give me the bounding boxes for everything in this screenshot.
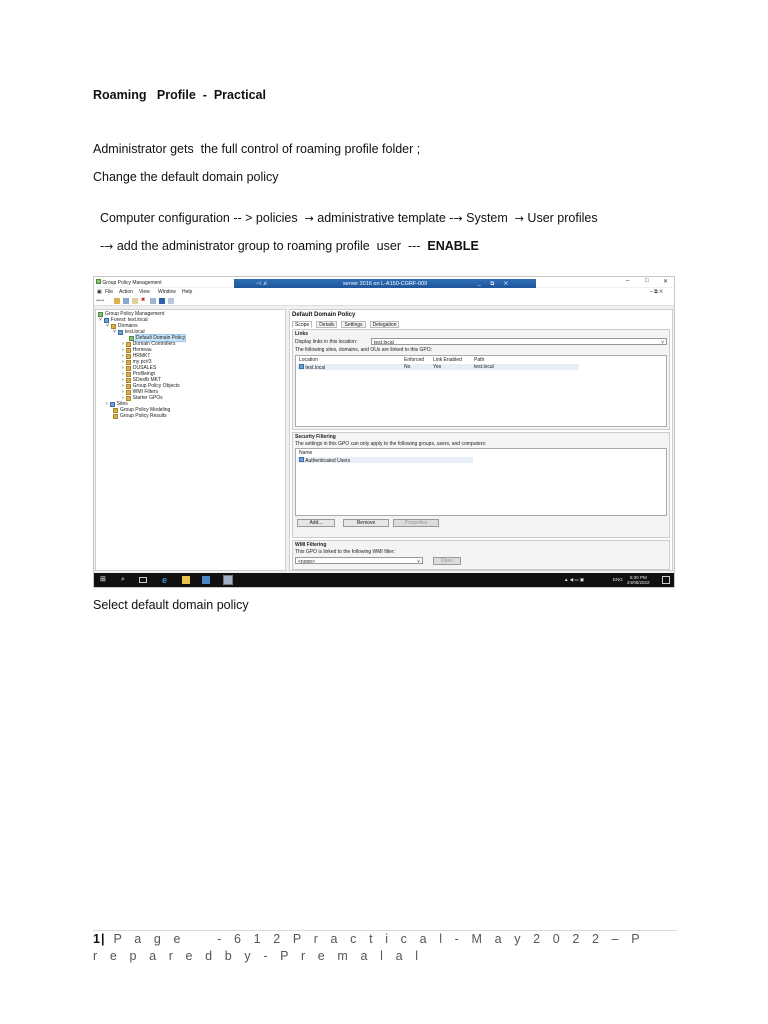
gpo-title: Default Domain Policy (292, 312, 356, 318)
menu-app-icon: ▣ (97, 289, 102, 295)
tree-forest-label: Forest: test.local (110, 317, 148, 323)
tab-delegation[interactable]: Delegation (370, 321, 400, 328)
wmi-filter-value: <none> (298, 559, 315, 565)
col-link-enabled[interactable]: Link Enabled (433, 357, 462, 363)
cell-location-text: test.local (305, 365, 326, 371)
tree-results-label: Group Policy Results (120, 413, 167, 419)
language-indicator[interactable]: ENG (613, 577, 623, 582)
col-path[interactable]: Path (474, 357, 485, 363)
ou-icon (126, 342, 131, 347)
chevron-right-icon[interactable]: › (122, 383, 124, 389)
gpm-screenshot (93, 276, 675, 588)
ou-icon (126, 360, 131, 365)
gpo-details-pane (289, 309, 673, 571)
gpo-tabs (292, 321, 399, 328)
show-hide-tree-icon[interactable] (123, 298, 129, 304)
tree-root-label: Group Policy Management (105, 311, 165, 317)
cell-location (299, 364, 325, 371)
text-part: - (99, 239, 105, 253)
text-part: Computer configuration -- > policies (99, 211, 305, 225)
col-location[interactable]: Location (299, 357, 318, 363)
menu-file[interactable]: File (105, 289, 114, 295)
chevron-right-icon[interactable]: › (122, 341, 124, 347)
server-manager-icon[interactable] (202, 576, 210, 584)
rdp-title: server 2016 on L-A150-CGRF-009 (342, 281, 428, 287)
add-button[interactable]: Add... (297, 519, 335, 527)
col-enforced[interactable]: Enforced (404, 357, 425, 363)
tree-domain-label: test.local (124, 329, 145, 335)
instruction-line-3 (93, 197, 598, 225)
col-name[interactable]: Name (299, 450, 313, 456)
window-title (96, 279, 162, 286)
instruction-line-4 (93, 225, 479, 253)
notifications-icon[interactable] (662, 576, 670, 584)
menu-bar (94, 288, 674, 296)
chevron-down-icon[interactable]: ˅ (661, 340, 664, 346)
folder-icon (111, 324, 116, 329)
tree-item[interactable] (122, 395, 163, 401)
security-info: The settings in this GPO can only apply to the following groups, users, and computers: (295, 441, 487, 447)
toolbar (94, 296, 674, 306)
arrow-icon: → (514, 212, 524, 225)
text-part: System (462, 211, 515, 225)
properties-button[interactable]: Properties (393, 519, 439, 527)
cell-path: test.local (474, 364, 494, 370)
location-dropdown[interactable] (371, 338, 667, 345)
menu-action[interactable]: Action (119, 289, 133, 295)
chevron-right-icon[interactable]: › (122, 353, 124, 359)
tree-item-label: WMI Filters (132, 389, 158, 395)
ou-icon (126, 366, 131, 371)
links-table (295, 355, 667, 427)
text-part: add the administrator group to roaming profile user --- (113, 239, 428, 253)
tab-details[interactable]: Details (316, 321, 337, 328)
arrow-icon: → (104, 240, 114, 253)
page-separator: | (100, 932, 106, 946)
table-row[interactable] (297, 364, 579, 370)
gpm-taskbar-icon[interactable] (224, 576, 232, 584)
tree-results[interactable] (113, 413, 167, 419)
links-heading: Links (295, 331, 309, 337)
open-button[interactable]: Open (433, 557, 461, 565)
ou-icon (126, 372, 131, 377)
cell-name-text: Authenticated Users (305, 458, 351, 464)
folder-icon (126, 384, 131, 389)
delete-icon[interactable]: ✖ (141, 297, 146, 303)
back-forward-icon[interactable]: ⇦⇨ (96, 298, 105, 304)
links-info: The following sites, domains, and OUs are linked to this GPO: (295, 347, 433, 353)
windows-taskbar (94, 573, 674, 587)
ou-icon (126, 378, 131, 383)
chevron-right-icon[interactable]: › (106, 401, 108, 407)
tree-domains-label: Domains (117, 323, 138, 329)
tree-item-label: Homeau (132, 347, 152, 353)
folder-icon (126, 396, 131, 401)
edge-icon[interactable]: e (162, 575, 168, 585)
menu-view[interactable]: View (139, 289, 150, 295)
modeling-icon (113, 408, 118, 413)
tree-item-label: Default Domain Policy (136, 335, 186, 341)
tree-item-label: Domain Controllers (132, 341, 176, 347)
gpo-link-icon (129, 336, 134, 341)
text-part: administrative template - (313, 211, 454, 225)
remove-button[interactable]: Remove (343, 519, 389, 527)
instruction-line-1: Administrator gets the full control of roaming profile folder ; (93, 142, 421, 156)
screenshot-caption: Select default domain policy (93, 598, 249, 612)
tree-item-label: Group Policy Objects (132, 383, 180, 389)
tree-item-label: my pc#3 (132, 359, 152, 365)
wmi-info: This GPO is linked to the following WMI filter: (295, 549, 396, 555)
chevron-down-icon[interactable]: ˅ (417, 559, 420, 565)
table-row[interactable] (297, 457, 473, 463)
enable-keyword: ENABLE (427, 239, 479, 253)
minimize-button[interactable]: – (626, 278, 630, 284)
chevron-right-icon[interactable]: › (122, 359, 124, 365)
search-icon[interactable]: ⌕ (121, 576, 125, 583)
wmi-filtering-section (292, 540, 670, 570)
inner-window-controls[interactable]: – ⧉ ✕ (650, 289, 663, 295)
links-section (292, 329, 670, 430)
clock-time[interactable]: 5:30 PM (630, 575, 647, 580)
folder-icon (126, 390, 131, 395)
chevron-down-icon[interactable]: ˅ (99, 317, 102, 323)
tray-icons[interactable]: ▲ ◀ ▭ ▣ (564, 577, 585, 582)
arrow-icon: → (304, 212, 314, 225)
chevron-down-icon[interactable]: ˅ (106, 323, 109, 329)
close-button[interactable]: ✕ (663, 279, 669, 285)
menu-help[interactable]: Help (182, 289, 193, 295)
arrow-icon: → (453, 212, 463, 225)
domain-icon (299, 364, 304, 369)
copy-icon[interactable] (132, 298, 138, 304)
domain-icon (118, 330, 123, 335)
tree-item-label: HRMKT (132, 353, 151, 359)
console-tree (95, 309, 286, 571)
ou-icon (126, 354, 131, 359)
tab-scope[interactable]: Scope (292, 321, 312, 328)
sites-icon (110, 402, 115, 407)
refresh-icon[interactable] (150, 298, 156, 304)
wmi-filter-dropdown[interactable] (295, 557, 423, 564)
users-icon (299, 457, 304, 462)
security-filtering-section (292, 432, 670, 538)
chevron-right-icon[interactable]: › (122, 389, 124, 395)
page-footer (93, 931, 653, 965)
forest-icon (104, 318, 109, 323)
chevron-right-icon[interactable]: › (122, 371, 124, 377)
cell-enforced: No (404, 364, 411, 370)
help-icon[interactable] (159, 298, 165, 304)
windows-start-icon[interactable]: ⊞ (100, 576, 106, 583)
page-number: 1 (93, 932, 101, 946)
file-explorer-icon[interactable] (182, 576, 190, 584)
gpm-icon (98, 312, 103, 317)
ou-icon (126, 348, 131, 353)
document-title: Roaming Profile - Practical (93, 88, 266, 102)
tree-item-label: Profileingt (132, 371, 155, 377)
security-heading: Security Filtering (295, 434, 336, 440)
cell-link-enabled: Yes (433, 364, 442, 370)
location-dropdown-value: test.local (374, 340, 394, 346)
chevron-down-icon[interactable]: ˅ (113, 329, 116, 335)
task-view-icon[interactable] (139, 577, 147, 583)
tree-item-label: Starter GPOs (132, 395, 163, 401)
cell-name (299, 457, 350, 464)
wmi-heading: WMI Filtering (295, 542, 327, 548)
results-icon (113, 414, 118, 419)
window-title-text: Group Policy Management (102, 280, 162, 286)
maximize-button[interactable]: □ (645, 278, 649, 284)
chevron-right-icon[interactable]: › (122, 395, 124, 401)
rdp-pin-signal-icon[interactable]: ⊣ .ıl (256, 281, 267, 287)
rdp-window-controls[interactable]: _ ⧉ ✕ (477, 281, 512, 287)
page-label: P a g e (105, 932, 186, 946)
security-table (295, 448, 667, 516)
clock-date[interactable]: 24/05/2022 (627, 580, 650, 585)
tree-item-label: SDesfb MKT (132, 377, 162, 383)
chevron-right-icon[interactable]: › (122, 347, 124, 353)
display-links-label: Display links in this location: (295, 339, 358, 345)
gpm-app-icon (96, 279, 101, 284)
instruction-line-2: Change the default domain policy (93, 170, 279, 184)
chevron-right-icon[interactable]: › (122, 365, 124, 371)
tab-settings[interactable]: Settings (341, 321, 365, 328)
properties-icon[interactable] (168, 298, 174, 304)
tree-sites-label: Sites (116, 401, 128, 407)
text-part: User profiles (523, 211, 598, 225)
tree-modeling-label: Group Policy Modeling (120, 407, 171, 413)
tree-item-label: OUSALES (132, 365, 157, 371)
menu-window[interactable]: Window (158, 289, 176, 295)
footer-text: - 6 1 2 P r a c t i c a l - M a y 2 0 2 2 – P r e p a r e d b y - P r e m a l a l (93, 932, 644, 963)
folder-icon[interactable] (114, 298, 120, 304)
chevron-right-icon[interactable]: › (122, 377, 124, 383)
